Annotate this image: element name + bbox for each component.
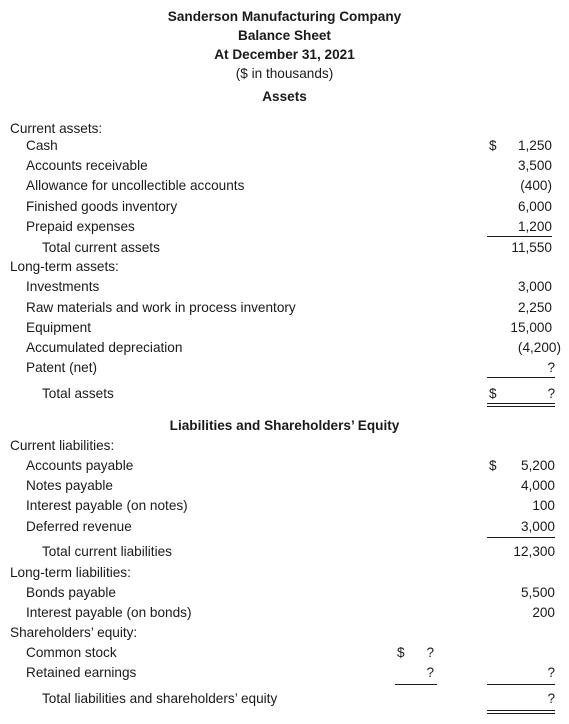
units-note: ($ in thousands) [235,66,334,81]
long-term-liabilities-label: Long-term liabilities: [10,565,131,580]
double-rule-bottom [487,713,555,714]
interest-payable-notes-value: 100 [532,498,555,513]
cash-dollar-sign: $ [489,138,497,153]
total-current-assets-label: Total current assets [42,240,160,255]
cash-value: 1,250 [517,138,552,153]
total-current-liabilities-label: Total current liabilities [42,544,172,559]
prepaid-expenses-label: Prepaid expenses [26,219,135,234]
subtotal-rule [487,236,552,237]
total-current-assets-value: 11,550 [511,240,552,255]
total-assets-label: Total assets [42,386,114,401]
notes-payable-label: Notes payable [26,478,113,493]
interest-payable-bonds-value: 200 [532,605,555,620]
notes-payable-value: 4,000 [520,478,555,493]
allowance-value: (400) [520,178,552,193]
deferred-revenue-value: 3,000 [520,519,555,534]
equipment-label: Equipment [26,320,91,335]
common-stock-dollar-sign: $ [397,645,405,660]
subtotal-rule [487,684,555,685]
total-assets-value: ? [547,386,555,401]
statement-title: Balance Sheet [238,28,331,43]
double-rule-top [487,710,555,711]
interest-payable-notes-label: Interest payable (on notes) [26,498,188,513]
subtotal-rule [395,684,437,685]
patent-value: ? [547,360,555,375]
patent-label: Patent (net) [26,360,98,375]
investments-value: 3,000 [517,279,552,294]
liabilities-equity-heading: Liabilities and Shareholders’ Equity [169,418,400,433]
total-liabilities-equity-value: ? [547,691,555,706]
retained-earnings-value: ? [426,665,434,680]
bonds-payable-value: 5,500 [520,585,555,600]
accounts-receivable-value: 3,500 [517,158,552,173]
deferred-revenue-label: Deferred revenue [26,519,132,534]
accounts-receivable-label: Accounts receivable [26,158,148,173]
prepaid-expenses-value: 1,200 [517,219,552,234]
subtotal-rule [487,377,555,378]
raw-materials-value: 2,250 [517,300,552,315]
shareholders-equity-label: Shareholders’ equity: [10,625,138,640]
assets-heading: Assets [262,89,307,104]
finished-goods-label: Finished goods inventory [26,199,178,214]
total-current-liabilities-value: 12,300 [513,544,555,559]
bonds-payable-label: Bonds payable [26,585,116,600]
common-stock-label: Common stock [26,645,117,660]
equipment-value: 15,000 [510,320,552,335]
retained-earnings-label: Retained earnings [26,665,137,680]
statement-date: At December 31, 2021 [214,47,355,62]
raw-materials-label: Raw materials and work in process inventory [26,300,296,315]
current-liabilities-label: Current liabilities: [10,438,115,453]
allowance-label: Allowance for uncollectible accounts [26,178,245,193]
finished-goods-value: 6,000 [517,199,552,214]
total-liabilities-equity-label: Total liabilities and shareholders’ equity [42,691,278,706]
subtotal-rule [487,537,555,538]
cash-label: Cash [26,138,58,153]
double-rule-top [487,403,555,404]
investments-label: Investments [26,279,100,294]
accumulated-depreciation-value: (4,200) [517,340,561,355]
current-assets-label: Current assets: [10,121,103,136]
accounts-payable-dollar-sign: $ [489,458,497,473]
accounts-payable-label: Accounts payable [26,458,134,473]
accumulated-depreciation-label: Accumulated depreciation [26,340,183,355]
accounts-payable-value: 5,200 [520,458,555,473]
common-stock-value: ? [426,645,434,660]
long-term-assets-label: Long-term assets: [10,259,119,274]
total-assets-dollar-sign: $ [489,386,497,401]
double-rule-bottom [487,406,555,407]
total-equity-value: ? [547,665,555,680]
company-name: Sanderson Manufacturing Company [167,9,402,24]
interest-payable-bonds-label: Interest payable (on bonds) [26,605,192,620]
